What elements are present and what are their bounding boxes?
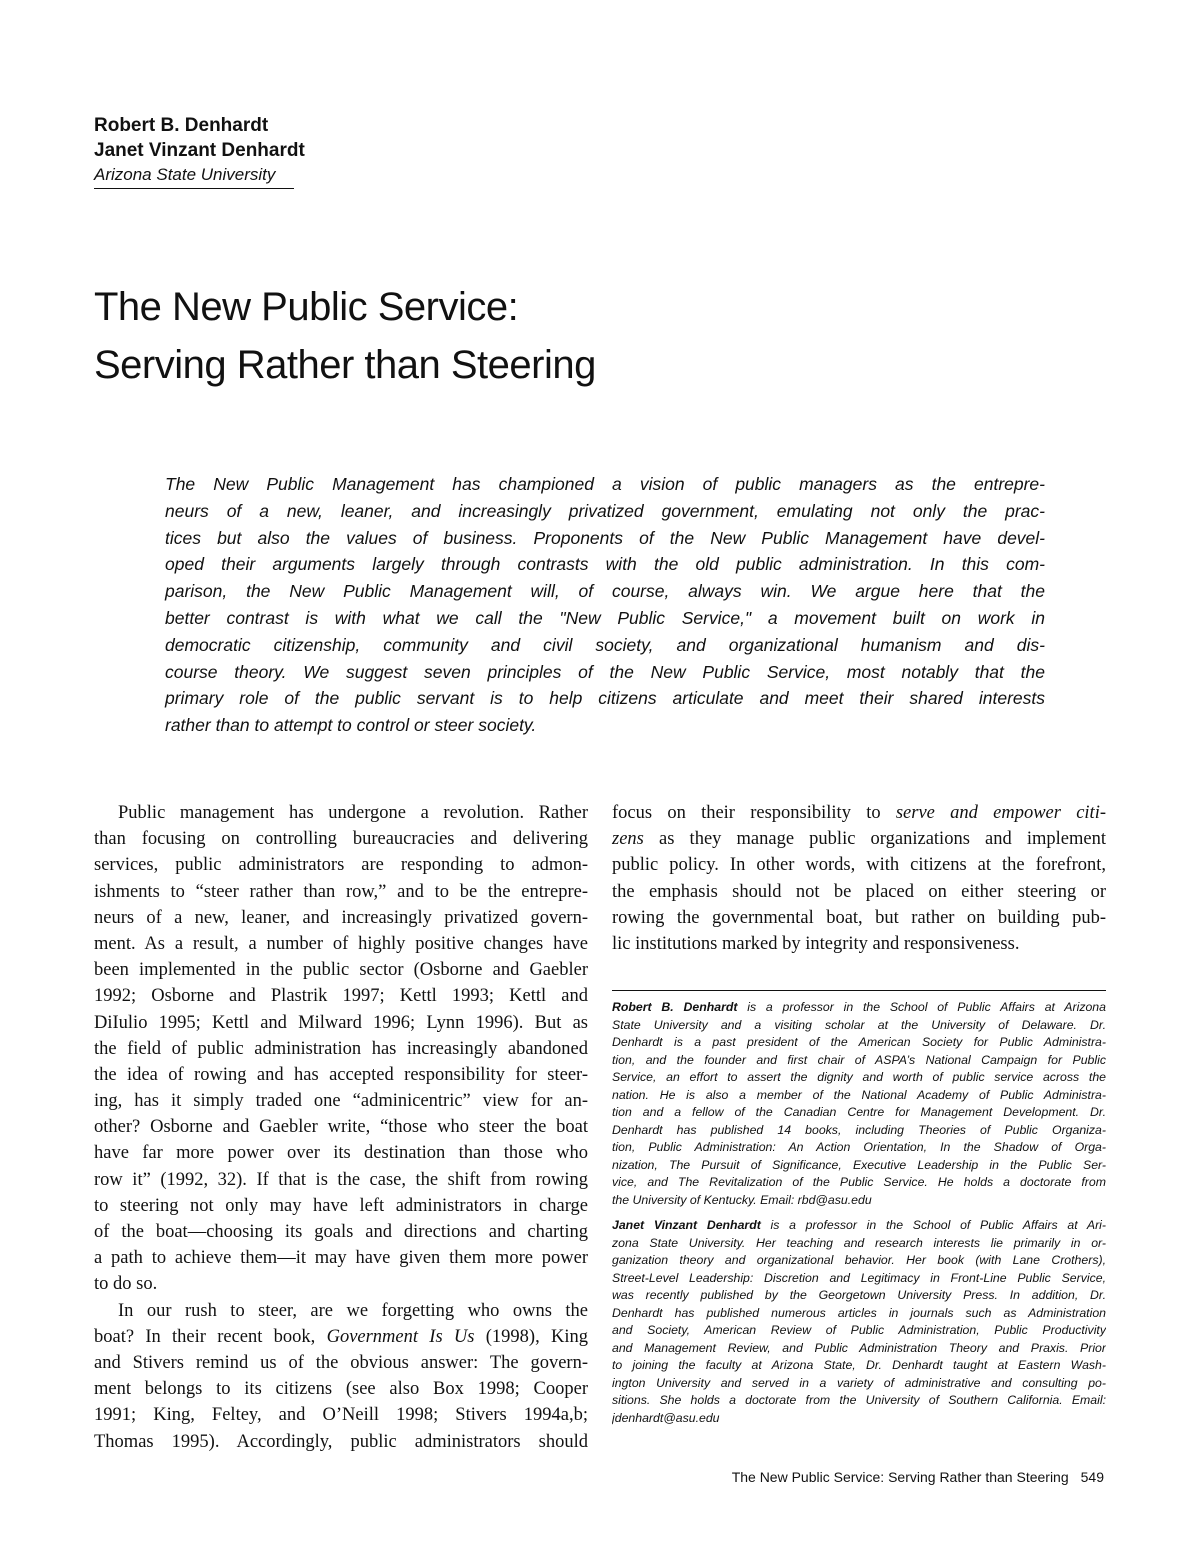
footnote-line [612, 1217, 1106, 1235]
abstract-line: The New Public Management has championed a vision of public managers as the entrepre- [165, 474, 1045, 494]
footnote-rule [612, 990, 1106, 991]
footnote-line: ington University and served in a variety of administrative and consulting po- [612, 1375, 1106, 1390]
body-line: In our rush to steer, are we forgetting who owns the [118, 1300, 588, 1321]
footnote-author-name: Janet Vinzant Denhardt [612, 1218, 761, 1232]
footnote-line: Denhardt is a past president of the American Society for Public Administra- [612, 1035, 1106, 1049]
footnote-line: State University and a visiting scholar at the University of Delaware. Dr. [612, 1017, 1106, 1032]
body-line: DiIulio 1995; Kettl and Milward 1996; Lynn 1996). But as [94, 1012, 588, 1033]
body-text: focus on their responsibility to [612, 803, 896, 823]
title-line: Serving Rather than Steering [94, 343, 596, 387]
emphasis-text: serve and empower citi- [895, 803, 1106, 823]
abstract-line: oped their arguments largely through contrasts with the old public administration. In this com- [165, 554, 1045, 575]
author-name: Janet Vinzant Denhardt [94, 140, 305, 161]
footnote-line: the University of Kentucky. Email: rbd@asu.edu [612, 1192, 872, 1207]
body-line: Thomas 1995). Accordingly, public administrators should [94, 1431, 588, 1452]
body-line: ment belongs to its citizens (see also Box 1998; Cooper [94, 1379, 588, 1400]
abstract-line: better contrast is with what we call the "New Public Service," a movement built on work in [165, 607, 1045, 628]
footnote-line: Street-Level Leadership: Discretion and Legitimacy in Front-Line Public Service, [612, 1270, 1106, 1285]
running-footer [680, 1468, 1104, 1486]
footnote-line: Denhardt has published 14 books, including Theories of Public Organiza- [612, 1122, 1106, 1137]
footnote-line: nization, The Pursuit of Significance, Executive Leadership in the Public Ser- [612, 1157, 1106, 1172]
footnote-line: tion, Public Administration: An Action Orientation, In the Shadow of Orga- [612, 1140, 1106, 1154]
abstract-line: course theory. We suggest seven principles of the New Public Service, most notably that the [165, 661, 1045, 682]
footnote-text: is a professor in the School of Public Affairs at Ari- [760, 1218, 1106, 1232]
footnote-line: ganization theory and organizational behavior. Her book (with Lane Crothers), [612, 1253, 1106, 1267]
cited-book-title: Government Is Us [326, 1326, 475, 1347]
body-line [94, 1324, 588, 1350]
footnote-line: was recently published by the Georgetown University Press. In addition, Dr. [612, 1288, 1106, 1302]
body-line: to steering not only may have left administrators in charge [94, 1195, 588, 1216]
emphasis-text: zens [612, 829, 644, 850]
footnote-line: vice, and The Revitalization of the Public Service. He holds a doctorate from [612, 1175, 1106, 1189]
footnote-author-name: Robert B. Denhardt [612, 1000, 738, 1014]
abstract [165, 471, 1045, 739]
running-title: The New Public Service: Serving Rather than Steering [731, 1469, 1069, 1485]
body-line [612, 826, 1106, 852]
body-line: to do so. [94, 1274, 158, 1295]
body-line: ing, has it simply traded one “adminicentric” view for an- [94, 1091, 588, 1112]
body-line: ishments to “steer rather than row,” and to be the entrepre- [94, 881, 588, 902]
body-line: the field of public administration has increasingly abandoned [94, 1038, 588, 1059]
body-line: been implemented in the public sector (Osborne and Gaebler [94, 960, 588, 981]
body-line: other? Osborne and Gaebler write, “those who steer the boat [94, 1117, 588, 1138]
footnote-line [612, 999, 1106, 1017]
body-line: 1992; Osborne and Plastrik 1997; Kettl 1993; Kettl and [94, 986, 588, 1007]
abstract-line: primary role of the public servant is to help citizens articulate and meet their shared interests [165, 688, 1045, 709]
author-block [94, 113, 305, 187]
body-text: (1998), King [474, 1326, 588, 1347]
footnote-line: to joining the faculty at Arizona State, Dr. Denhardt taught at Eastern Wash- [612, 1358, 1106, 1372]
body-text: boat? In their recent book, [94, 1326, 327, 1347]
article-title [94, 278, 596, 394]
body-line: public policy. In other words, with citizens at the forefront, [612, 855, 1106, 876]
footnote-line: zona State University. Her teaching and research interests lie primarily in or- [612, 1235, 1106, 1250]
body-line: 1991; King, Feltey, and O’Neill 1998; Stivers 1994a,b; [94, 1405, 588, 1426]
footnote-line: Service, an effort to assert the dignity and worth of public service across the [612, 1070, 1106, 1084]
abstract-line: tices but also the values of business. Proponents of the New Public Management have devel- [165, 527, 1045, 548]
body-line: lic institutions marked by integrity and responsiveness. [612, 933, 1020, 954]
body-line: row it” (1992, 32). If that is the case, the shift from rowing [94, 1169, 588, 1190]
footnote-text: is a professor in the School of Public Affairs at Arizona [737, 1000, 1106, 1014]
body-line: services, public administrators are responding to admon- [94, 855, 588, 876]
affiliation-rule [94, 188, 294, 189]
body-line: of the boat—choosing its goals and directions and charting [94, 1222, 588, 1242]
body-line: than focusing on controlling bureaucracies and delivering [94, 829, 588, 850]
footnote-line: Denhardt has published numerous articles in journals such as Administration [612, 1305, 1106, 1320]
footnote-line: jdenhardt@asu.edu [612, 1410, 720, 1425]
abstract-line: neurs of a new, leaner, and increasingly privatized government, emulating not only the prac- [165, 500, 1045, 521]
author-affiliation: Arizona State University [94, 165, 276, 184]
body-column-right [612, 800, 1106, 957]
body-line: and Stivers remind us of the obvious answer: The govern- [94, 1352, 588, 1373]
abstract-line: rather than to attempt to control or steer society. [165, 715, 537, 736]
body-line: neurs of a new, leaner, and increasingly privatized govern- [94, 907, 588, 928]
abstract-line: parison, the New Public Management will, of course, always win. We argue here that the [165, 581, 1045, 602]
footnote-line: tion and a fellow of the Canadian Centre for Management Development. Dr. [612, 1105, 1106, 1119]
body-line: a path to achieve them—it may have given them more power [94, 1248, 588, 1269]
footnote-line: and Management Review, and Public Administration Theory and Praxis. Prior [612, 1340, 1106, 1355]
abstract-line: democratic citizenship, community and civil society, and organizational humanism and dis- [165, 634, 1045, 655]
page-number: 549 [1080, 1469, 1104, 1485]
body-text: as they manage public organizations and implement [643, 829, 1106, 850]
body-line: the idea of rowing and has accepted responsibility for steer- [94, 1064, 588, 1085]
footnote-line: and Society, American Review of Public Administration, Public Productivity [612, 1323, 1106, 1337]
body-line: have far more power over its destination than those who [94, 1143, 588, 1164]
body-line: rowing the governmental boat, but rather on building pub- [612, 907, 1106, 928]
body-line: ment. As a result, a number of highly positive changes have [94, 933, 588, 954]
footnote-line: sitions. She holds a doctorate from the University of Southern California. Email: [612, 1393, 1106, 1407]
body-line: the emphasis should not be placed on either steering or [612, 881, 1106, 902]
body-line: Public management has undergone a revolution. Rather [118, 803, 588, 823]
footnote-line: nation. He is also a member of the National Academy of Public Administra- [612, 1087, 1106, 1102]
author-notes [612, 999, 1106, 1427]
title-line: The New Public Service: [94, 285, 519, 329]
body-column-left [94, 800, 588, 1455]
footnote-line: tion, and the founder and first chair of ASPA’s National Campaign for Public [612, 1052, 1106, 1067]
footnote-spacer [612, 1209, 1106, 1217]
body-line [612, 800, 1106, 826]
author-name: Robert B. Denhardt [94, 115, 269, 136]
